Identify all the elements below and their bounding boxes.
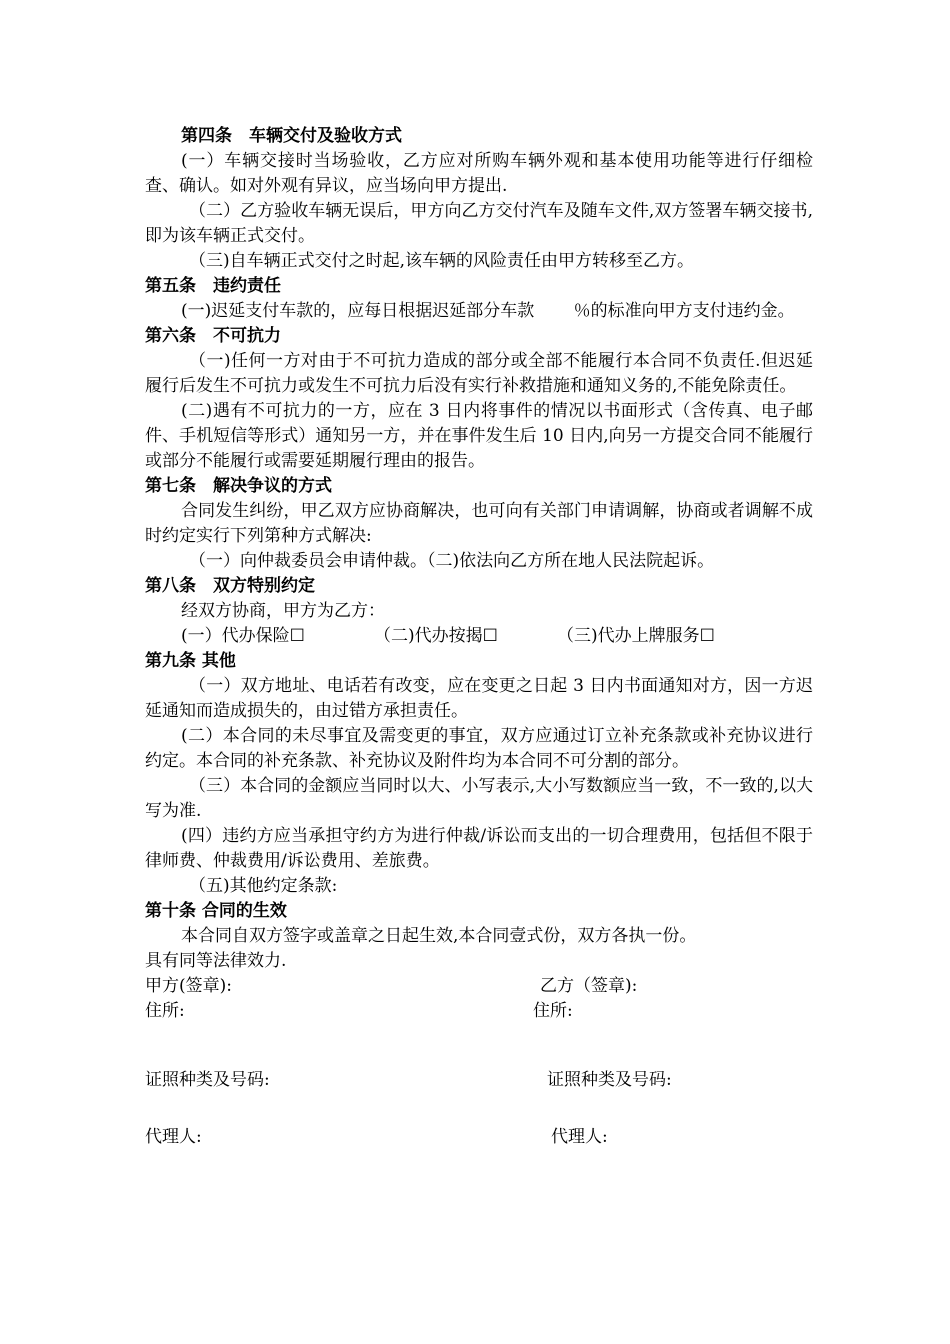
party-b-address-label: 住所: bbox=[533, 1001, 573, 1021]
signature-row-party bbox=[145, 974, 813, 999]
article-6-title: 第六条 不可抗力 bbox=[145, 326, 281, 346]
spacer bbox=[145, 1024, 813, 1068]
party-a-id-label: 证照种类及号码: bbox=[145, 1070, 270, 1090]
article-4-clause-3: （三)自车辆正式交付之时起,该车辆的风险责任由甲方转移至乙方。 bbox=[189, 251, 695, 271]
option-mortgage[interactable]: （二)代办按揭☐ bbox=[374, 626, 498, 646]
party-b-id-label: 证照种类及号码: bbox=[547, 1070, 672, 1090]
signature-row-address bbox=[145, 999, 813, 1024]
spacer bbox=[145, 1093, 813, 1125]
article-8-clause-1: 经双方协商，甲方为乙方： bbox=[181, 601, 385, 621]
article-9-clause-1: （一）双方地址、电话若有改变，应在变更之日起 3 日内书面通知对方，因一方迟延通知而造成损失的，由过错方承担责任。 bbox=[145, 676, 813, 721]
article-7-title: 第七条 解决争议的方式 bbox=[145, 476, 332, 496]
signature-row-agent bbox=[145, 1125, 813, 1150]
article-9-clause-3: （三）本合同的金额应当同时以大、小写表示,大小写数额应当一致，不一致的,以大写为准. bbox=[145, 776, 813, 821]
party-b-signature-label: 乙方（签章): bbox=[540, 976, 638, 996]
party-a-signature-label: 甲方(签章): bbox=[145, 976, 232, 996]
article-9-clause-5: （五)其他约定条款: bbox=[189, 876, 338, 896]
contract-body bbox=[145, 124, 813, 1150]
article-10-clause-1: 本合同自双方签字或盖章之日起生效,本合同壹式份，双方各执一份。 bbox=[181, 926, 697, 946]
party-a-address-label: 住所: bbox=[145, 1001, 185, 1021]
article-4-clause-2: （二）乙方验收车辆无误后，甲方向乙方交付汽车及随车文件,双方签署车辆交接书,即为该车辆正式交付。 bbox=[145, 201, 813, 246]
article-9-title: 第九条 其他 bbox=[145, 651, 236, 671]
article-10-title: 第十条 合同的生效 bbox=[145, 901, 287, 921]
article-7-clause-1: 合同发生纠纷，甲乙双方应协商解决，也可向有关部门申请调解，协商或者调解不成时约定实行下列第种方式解决: bbox=[145, 501, 813, 546]
option-insurance[interactable]: (一）代办保险☐ bbox=[181, 626, 305, 646]
article-8-options bbox=[145, 624, 813, 649]
article-4-clause-1: (一）车辆交接时当场验收，乙方应对所购车辆外观和基本使用功能等进行仔细检查、确认。如对外观有异议，应当场向甲方提出. bbox=[145, 151, 813, 196]
article-6-clause-2: (二)遇有不可抗力的一方，应在 3 日内将事件的情况以书面形式（含传真、电子邮件、手机短信等形式）通知另一方，并在事件发生后 10 日内,向另一方提交合同不能履行或部分不能履行或需要延期履行理由的报告。 bbox=[145, 401, 813, 471]
party-b-agent-label: 代理人: bbox=[551, 1127, 608, 1147]
article-5-title: 第五条 违约责任 bbox=[145, 276, 281, 296]
article-10-clause-2: 具有同等法律效力. bbox=[145, 951, 287, 971]
option-registration[interactable]: （三)代办上牌服务☐ bbox=[557, 626, 715, 646]
article-6-clause-1: （一)任何一方对由于不可抗力造成的部分或全部不能履行本合同不负责任.但迟延履行后发生不可抗力或发生不可抗力后没有实行补救措施和通知义务的,不能免除责任。 bbox=[145, 351, 813, 396]
signature-row-id bbox=[145, 1068, 813, 1093]
article-4-title: 第四条 车辆交付及验收方式 bbox=[181, 126, 402, 146]
party-a-agent-label: 代理人: bbox=[145, 1127, 202, 1147]
article-7-clause-2: （一）向仲裁委员会申请仲裁。（二)依法向乙方所在地人民法院起诉。 bbox=[189, 551, 715, 571]
article-9-clause-4: (四）违约方应当承担守约方为进行仲裁/诉讼而支出的一切合理费用，包括但不限于律师费、仲裁费用/诉讼费用、差旅费。 bbox=[145, 826, 813, 871]
article-9-clause-2: (二）本合同的未尽事宜及需变更的事宜，双方应通过订立补充条款或补充协议进行约定。本合同的补充条款、补充协议及附件均为本合同不可分割的部分。 bbox=[145, 726, 813, 771]
article-5-clause-1: (一)迟延支付车款的，应每日根据迟延部分车款 ％的标准向甲方支付违约金。 bbox=[181, 301, 795, 321]
article-8-title: 第八条 双方特别约定 bbox=[145, 576, 315, 596]
